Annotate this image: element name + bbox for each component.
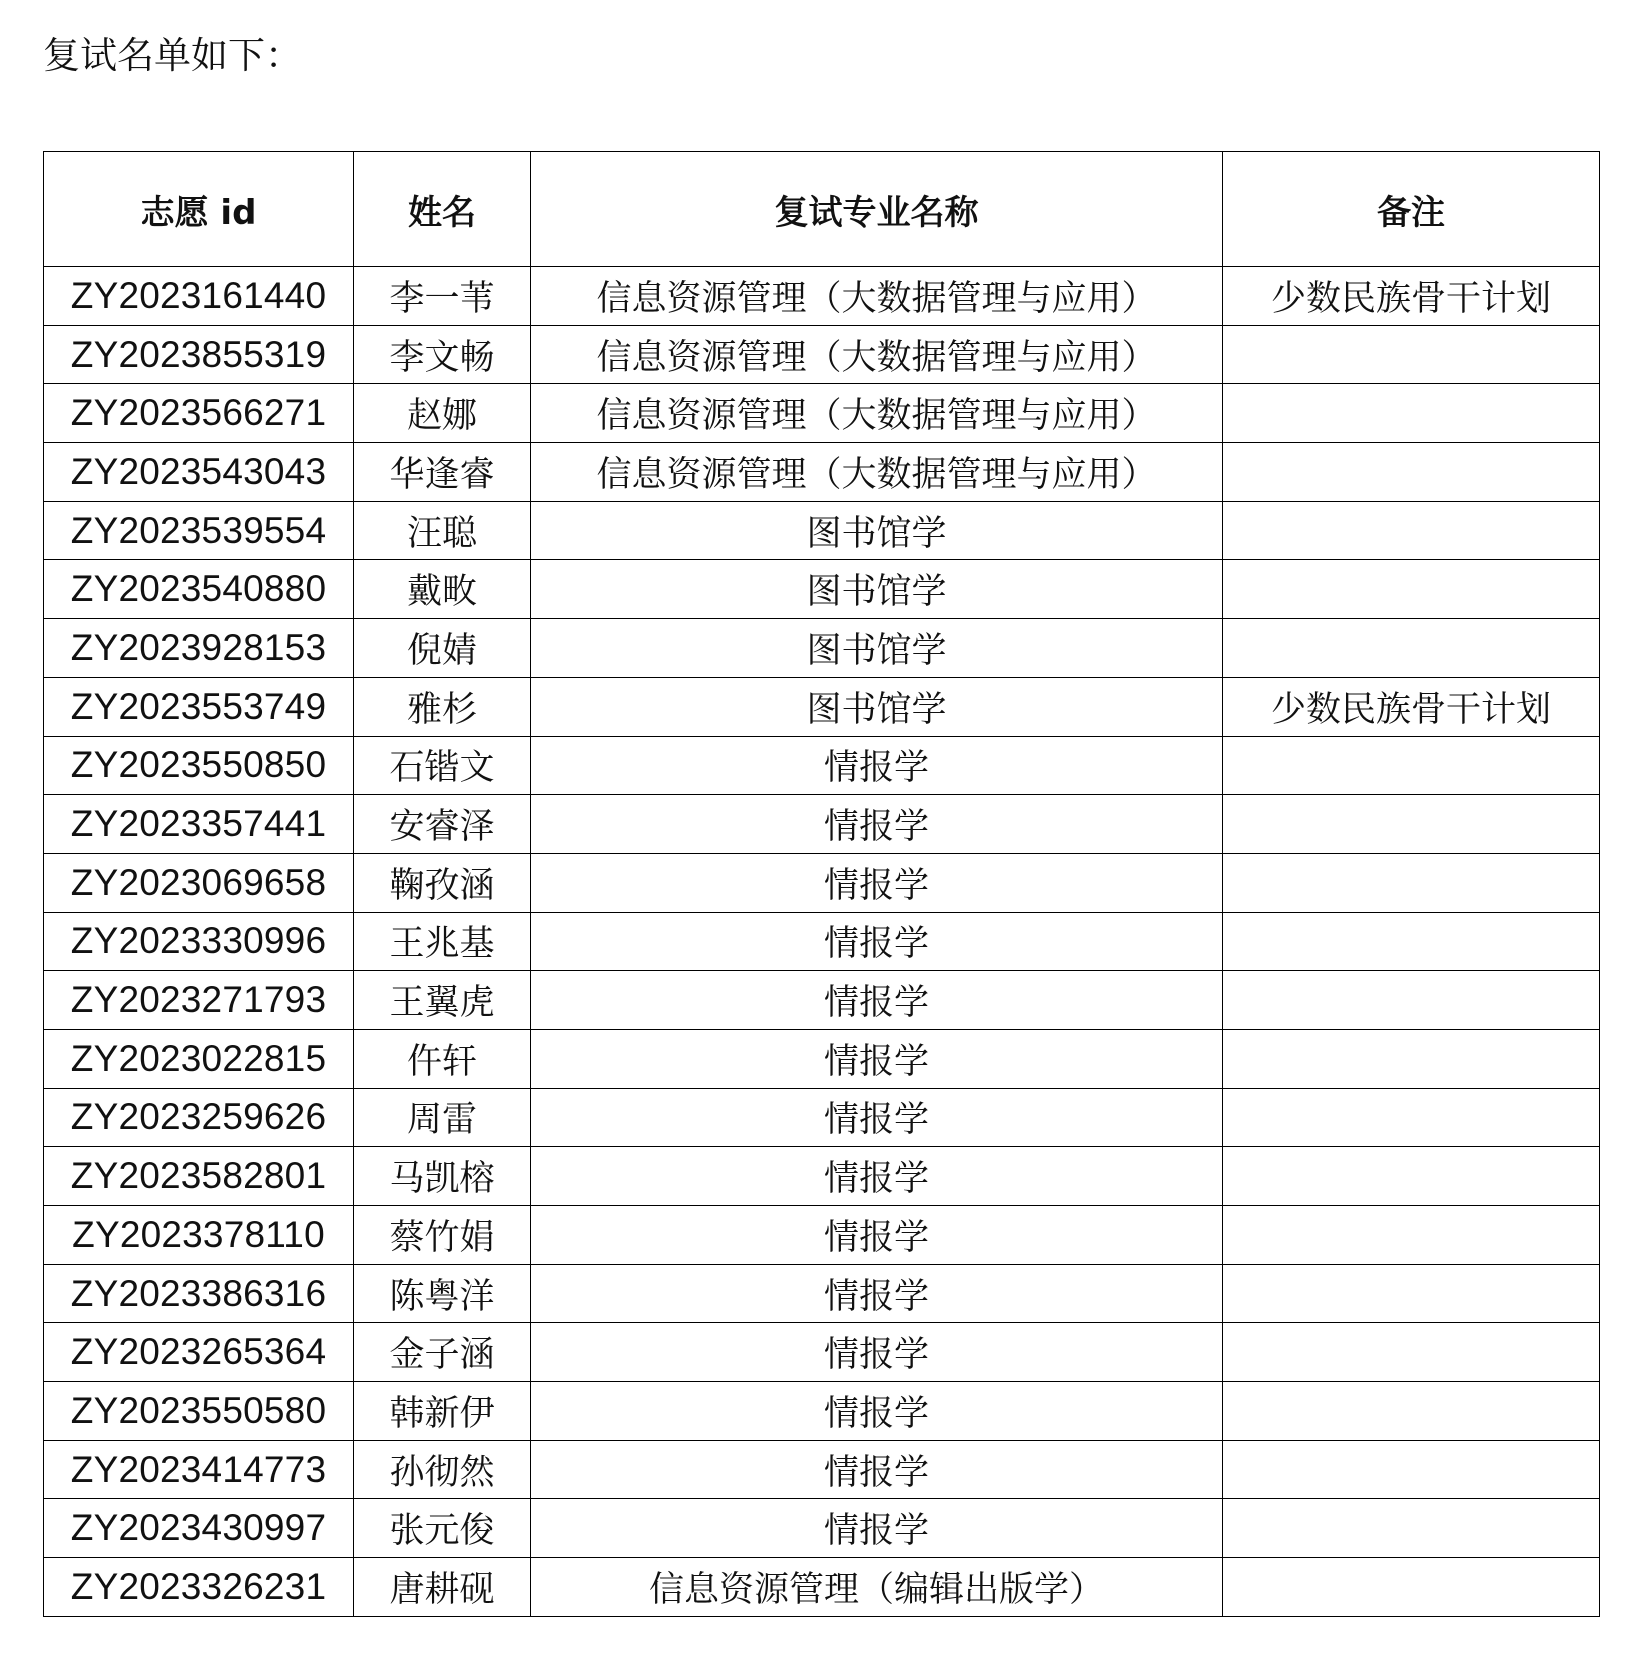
cell-volunteer-id: ZY2023271793 [44,971,354,1030]
cell-name: 倪婧 [354,619,531,678]
cell-name: 王翼虎 [354,971,531,1030]
cell-name: 张元俊 [354,1499,531,1558]
cell-remark [1223,619,1600,678]
cell-major: 情报学 [531,912,1223,971]
cell-major: 图书馆学 [531,619,1223,678]
cell-remark [1223,443,1600,502]
header-remark: 备注 [1223,152,1600,267]
cell-remark [1223,1206,1600,1265]
cell-remark [1223,853,1600,912]
cell-name: 戴畋 [354,560,531,619]
header-major: 复试专业名称 [531,152,1223,267]
cell-name: 马凯榕 [354,1147,531,1206]
header-id: 志愿 id [44,152,354,267]
cell-volunteer-id: ZY2023539554 [44,501,354,560]
cell-volunteer-id: ZY2023550850 [44,736,354,795]
cell-volunteer-id: ZY2023540880 [44,560,354,619]
cell-remark [1223,1029,1600,1088]
cell-name: 陈粤洋 [354,1264,531,1323]
retest-list-table [43,151,1600,1617]
table-row [44,1558,1600,1617]
cell-name: 华逢睿 [354,443,531,502]
cell-name: 李文畅 [354,325,531,384]
cell-remark [1223,1558,1600,1617]
cell-volunteer-id: ZY2023069658 [44,853,354,912]
table-row [44,267,1600,326]
table-row [44,1264,1600,1323]
cell-remark [1223,501,1600,560]
cell-major: 信息资源管理（大数据管理与应用） [531,443,1223,502]
cell-remark: 少数民族骨干计划 [1223,677,1600,736]
cell-remark [1223,1382,1600,1441]
cell-volunteer-id: ZY2023582801 [44,1147,354,1206]
table-row [44,384,1600,443]
cell-remark [1223,971,1600,1030]
cell-volunteer-id: ZY2023259626 [44,1088,354,1147]
cell-volunteer-id: ZY2023022815 [44,1029,354,1088]
cell-volunteer-id: ZY2023855319 [44,325,354,384]
cell-name: 鞠孜涵 [354,853,531,912]
cell-remark [1223,1499,1600,1558]
cell-volunteer-id: ZY2023378110 [44,1206,354,1265]
cell-name: 石锴文 [354,736,531,795]
table-row [44,1323,1600,1382]
cell-major: 信息资源管理（大数据管理与应用） [531,325,1223,384]
cell-major: 情报学 [531,853,1223,912]
cell-volunteer-id: ZY2023330996 [44,912,354,971]
cell-major: 情报学 [531,1147,1223,1206]
table-row [44,736,1600,795]
cell-name: 韩新伊 [354,1382,531,1441]
cell-major: 情报学 [531,1382,1223,1441]
table-header-row [44,152,1600,267]
cell-major: 情报学 [531,1264,1223,1323]
cell-name: 李一苇 [354,267,531,326]
cell-name: 金子涵 [354,1323,531,1382]
table-row [44,443,1600,502]
cell-name: 安睿泽 [354,795,531,854]
cell-remark [1223,795,1600,854]
intro-text: 复试名单如下： [43,34,302,77]
table-row [44,1499,1600,1558]
cell-major: 情报学 [531,1499,1223,1558]
cell-name: 仵轩 [354,1029,531,1088]
cell-volunteer-id: ZY2023357441 [44,795,354,854]
cell-name: 王兆基 [354,912,531,971]
table-row [44,560,1600,619]
cell-major: 情报学 [531,1440,1223,1499]
cell-volunteer-id: ZY2023543043 [44,443,354,502]
table-row [44,677,1600,736]
cell-major: 图书馆学 [531,560,1223,619]
cell-volunteer-id: ZY2023550580 [44,1382,354,1441]
cell-major: 信息资源管理（编辑出版学） [531,1558,1223,1617]
cell-name: 唐耕砚 [354,1558,531,1617]
cell-major: 情报学 [531,971,1223,1030]
cell-remark [1223,325,1600,384]
cell-volunteer-id: ZY2023566271 [44,384,354,443]
cell-name: 蔡竹娟 [354,1206,531,1265]
table-row [44,1206,1600,1265]
table-row [44,971,1600,1030]
cell-major: 情报学 [531,736,1223,795]
cell-major: 情报学 [531,795,1223,854]
table-row [44,501,1600,560]
table-row [44,1147,1600,1206]
cell-volunteer-id: ZY2023265364 [44,1323,354,1382]
cell-major: 情报学 [531,1029,1223,1088]
cell-major: 情报学 [531,1088,1223,1147]
cell-remark [1223,560,1600,619]
cell-volunteer-id: ZY2023553749 [44,677,354,736]
cell-name: 孙彻然 [354,1440,531,1499]
cell-major: 情报学 [531,1323,1223,1382]
table-row [44,1382,1600,1441]
cell-name: 赵娜 [354,384,531,443]
table-row [44,619,1600,678]
table-row [44,795,1600,854]
cell-volunteer-id: ZY2023430997 [44,1499,354,1558]
cell-remark [1223,1088,1600,1147]
cell-remark [1223,1323,1600,1382]
cell-name: 汪聪 [354,501,531,560]
cell-remark: 少数民族骨干计划 [1223,267,1600,326]
cell-name: 雅杉 [354,677,531,736]
table-row [44,1029,1600,1088]
cell-remark [1223,1147,1600,1206]
cell-volunteer-id: ZY2023414773 [44,1440,354,1499]
cell-major: 图书馆学 [531,501,1223,560]
cell-remark [1223,384,1600,443]
cell-volunteer-id: ZY2023386316 [44,1264,354,1323]
cell-volunteer-id: ZY2023161440 [44,267,354,326]
table-body [44,267,1600,1617]
cell-remark [1223,912,1600,971]
cell-remark [1223,736,1600,795]
table-row [44,325,1600,384]
cell-volunteer-id: ZY2023928153 [44,619,354,678]
header-name: 姓名 [354,152,531,267]
table-row [44,1088,1600,1147]
cell-major: 图书馆学 [531,677,1223,736]
cell-major: 情报学 [531,1206,1223,1265]
cell-volunteer-id: ZY2023326231 [44,1558,354,1617]
cell-major: 信息资源管理（大数据管理与应用） [531,267,1223,326]
table-row [44,1440,1600,1499]
cell-remark [1223,1264,1600,1323]
cell-major: 信息资源管理（大数据管理与应用） [531,384,1223,443]
table-row [44,853,1600,912]
cell-name: 周雷 [354,1088,531,1147]
table-row [44,912,1600,971]
cell-remark [1223,1440,1600,1499]
